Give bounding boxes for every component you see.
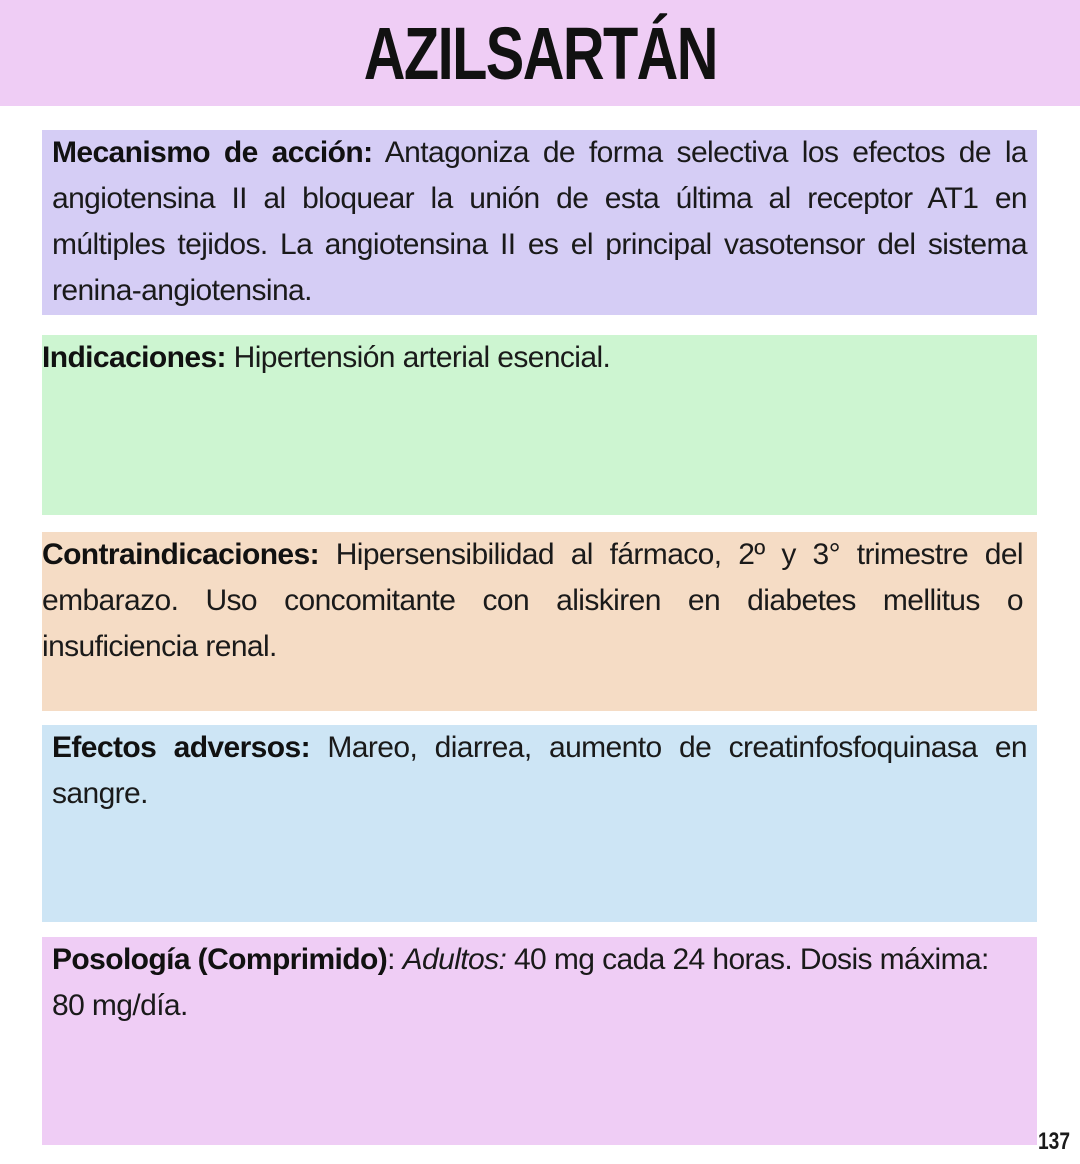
section-text: Antagoniza de forma selectiva los efectos de la angiotensina II al bloquear la unión de esta última al receptor AT1 en múltiples tejidos. La angiotensina II es el principal vasotensor del sistema renina-angiotensina. bbox=[52, 136, 1027, 307]
section-text: Hipertensión arterial esencial. bbox=[225, 341, 611, 374]
section-italic: Adultos: bbox=[402, 943, 507, 976]
contraindications-section bbox=[42, 532, 1037, 711]
drug-title: AZILSARTÁN bbox=[363, 11, 717, 95]
title-banner bbox=[0, 0, 1080, 106]
adverse-effects-section bbox=[42, 725, 1037, 922]
section-label: Mecanismo de acción: bbox=[52, 136, 373, 169]
section-label: Indicaciones: bbox=[42, 341, 226, 374]
mechanism-section bbox=[42, 130, 1037, 315]
section-text: Hipersensibilidad al fármaco, 2º y 3° trimestre del embarazo. Uso concomitante con aliskiren en diabetes mellitus o insuficiencia renal. bbox=[42, 538, 1023, 663]
indications-section bbox=[42, 335, 1037, 515]
section-text: 40 mg cada 24 horas. Dosis máxima: 80 mg/día. bbox=[52, 943, 989, 1022]
section-label: Posología (Comprimido) bbox=[52, 943, 388, 976]
section-label: Efectos adversos: bbox=[52, 731, 310, 764]
page-number: 137 bbox=[1037, 1128, 1070, 1155]
section-separator: : bbox=[387, 943, 403, 976]
section-label: Contraindicaciones: bbox=[42, 538, 319, 571]
section-text: Mareo, diarrea, aumento de creatinfosfoquinasa en sangre. bbox=[52, 731, 1027, 810]
dosage-section bbox=[42, 937, 1037, 1145]
